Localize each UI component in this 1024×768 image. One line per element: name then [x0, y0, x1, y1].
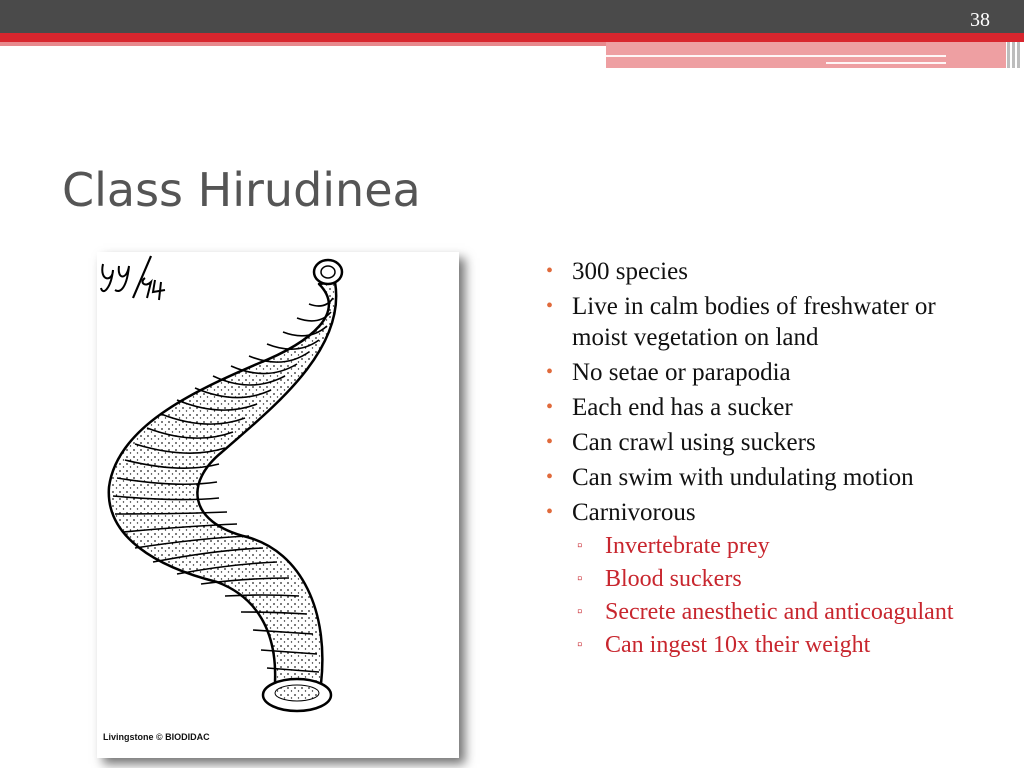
header-accent-line	[606, 55, 946, 57]
slide-number: 38	[970, 9, 990, 31]
header-bar	[0, 0, 1024, 33]
sub-bullet-item: ▫ Secrete anesthetic and anticoagulant	[546, 598, 976, 627]
header-accent-strip	[0, 42, 606, 46]
header-accent-bar	[0, 33, 1024, 42]
signature-mark	[97, 252, 173, 302]
sub-bullet-item: ▫ Invertebrate prey	[546, 532, 976, 561]
sub-bullet-item: ▫ Blood suckers	[546, 565, 976, 594]
bullet-list	[546, 256, 976, 664]
bullet-item: • Carnivorous	[546, 497, 976, 528]
bullet-item: • Live in calm bodies of freshwater or moist vegetation on land	[546, 291, 976, 353]
header-accent-line	[826, 62, 946, 64]
header-stripe	[1012, 42, 1015, 68]
header-stripe	[1017, 42, 1020, 68]
bullet-item: • Can swim with undulating motion	[546, 462, 976, 493]
header-stripe	[1007, 42, 1010, 68]
bullet-item: • 300 species	[546, 256, 976, 287]
bullet-item: • Each end has a sucker	[546, 392, 976, 423]
sub-bullet-item: ▫ Can ingest 10x their weight	[546, 631, 976, 660]
slide-title: Class Hirudinea	[62, 163, 421, 217]
leech-drawing	[97, 252, 459, 758]
bullet-item: • Can crawl using suckers	[546, 427, 976, 458]
leech-figure	[97, 252, 459, 758]
leech-body	[109, 282, 336, 684]
bullet-item: • No setae or parapodia	[546, 357, 976, 388]
image-credit: Livingstone © BIODIDAC	[103, 732, 210, 742]
